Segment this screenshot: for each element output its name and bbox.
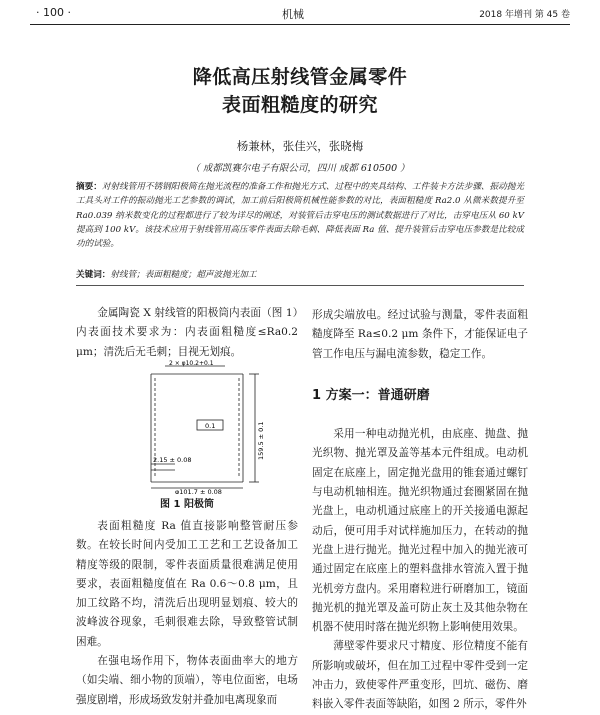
dim-right: 159.5 ± 0.1 <box>257 421 265 460</box>
left-column-body <box>76 517 298 710</box>
figure-caption: 图 1 阳极筒 <box>160 499 214 510</box>
right-column <box>312 306 528 715</box>
body-paragraph-roughness: 表面粗糙度 Ra 值直接影响整管耐压参数。在较长时间内受加工工艺和工艺设备加工精度等级的限制，零件表面质量很难满足使用要求，表面粗糙度值在 Ra 0.6～0.8 μm，且加工纹路不均，清洗后出现明显划痕、较大的波峰波谷现象，毛刺很难去除，导致整管试制困难。 <box>76 520 298 648</box>
keywords-text: 射线管；表面粗糙度；超声波抛光加工 <box>110 270 257 280</box>
issue-info: 2018 年增刊 第 45 卷 <box>479 10 570 20</box>
abstract-text: 对射线管用不锈钢阳极筒在抛光流程的准备工作和抛光方式、过程中的夹具结构、工件装卡方法步骤、振动抛光工具头对工件的振动抛光工艺参数的调试，加工前后阳极筒机械性能参数的对比，表面粗糙度 Ra2.0 从微米数提升至 Ra0.039 纳米数变化的过程都进行了较为详尽的阐述，对装管后击穿电压的测试数据进行了对比，击穿电压从 60 kV 提高到 100 kV。该技术应用于射线管用高压零件表面去除毛刺、降低表面 Ra 值、提升装管后击穿电压参数是比较成功的试验。 <box>76 182 524 250</box>
continued-paragraph: 形成尖端放电。经过试验与测量，零件表面粗糙度降至 Ra≤0.2 μm 条件下，才能保证电子管工作电压与漏电流参数，稳定工作。 <box>312 309 528 360</box>
abstract-label: 摘要： <box>76 182 102 192</box>
thin-wall-paragraph: 薄壁零件要求尺寸精度、形位精度不能有所影响或破坏，但在加工过程中零件受到一定冲击力，致使零件严重变形，凹坑、磁伤、磨料嵌入零件表面等缺陷，如图 2 所示，零件外 <box>312 640 528 711</box>
dim-bottom: φ101.7 ± 0.08 <box>175 488 222 494</box>
page-header <box>0 0 600 22</box>
method-paragraph: 采用一种电动抛光机，由底座、抛盘、抛光织物、抛光罩及盖等基本元件组成。电动机固定在底座上，固定抛光盘用的锥套通过螺钉与电动机轴相连。抛光织物通过套圈紧固在抛光盘上，电动机通过底座上的开关接通电源起动后，便可用手对试样施加压力，在转动的抛光盘上进行抛光。抛光过程中加入的抛光液可通过固定在底座上的塑料盘排水管流入置于抛光机旁方盘内。采用磨粒进行研磨加工，镜面抛光机的抛光罩及盖可防止灰土及其他杂物在机器不使用时落在抛光织物上影响使用效果。 <box>312 428 528 634</box>
anode-tube-drawing <box>145 360 265 494</box>
body-paragraph-field: 在强电场作用下，物体表面曲率大的地方（如尖端、细小物的顶端），等电位面密，电场强度剧增，形成场致发射并叠加电离现象而 <box>76 655 298 706</box>
keywords-label: 关键词： <box>76 270 111 280</box>
article-title-line1: 降低高压射线管金属零件 <box>192 66 408 88</box>
author-list: 杨兼林，张佳兴，张晓梅 <box>236 139 364 153</box>
intro-paragraph: 金属陶瓷 X 射线管的阳极筒内表面（图 1）内表面技术要求为：内表面粗糙度≤Ra0.2 μm；清洗后无毛刺；目视无划痕。 <box>76 307 298 358</box>
page-number: · 100 · <box>36 6 71 19</box>
journal-name: 机械 <box>282 8 304 21</box>
section-heading: 1 方案一：普通研磨 <box>312 387 430 403</box>
dim-inner: 2.15 ± 0.08 <box>153 456 192 464</box>
affiliation: （ 成都凯赛尔电子有限公司，四川 成都 610500 ） <box>190 163 410 174</box>
header-rule <box>30 24 570 25</box>
abstract <box>76 180 524 251</box>
roughness-value: 0.1 <box>205 422 216 430</box>
article-title-line2: 表面粗糙度的研究 <box>221 94 378 116</box>
left-column-intro <box>76 304 298 362</box>
section-divider <box>76 285 524 286</box>
keywords <box>76 268 524 280</box>
dim-top: 2 × φ10.2+0.1 <box>169 360 214 367</box>
